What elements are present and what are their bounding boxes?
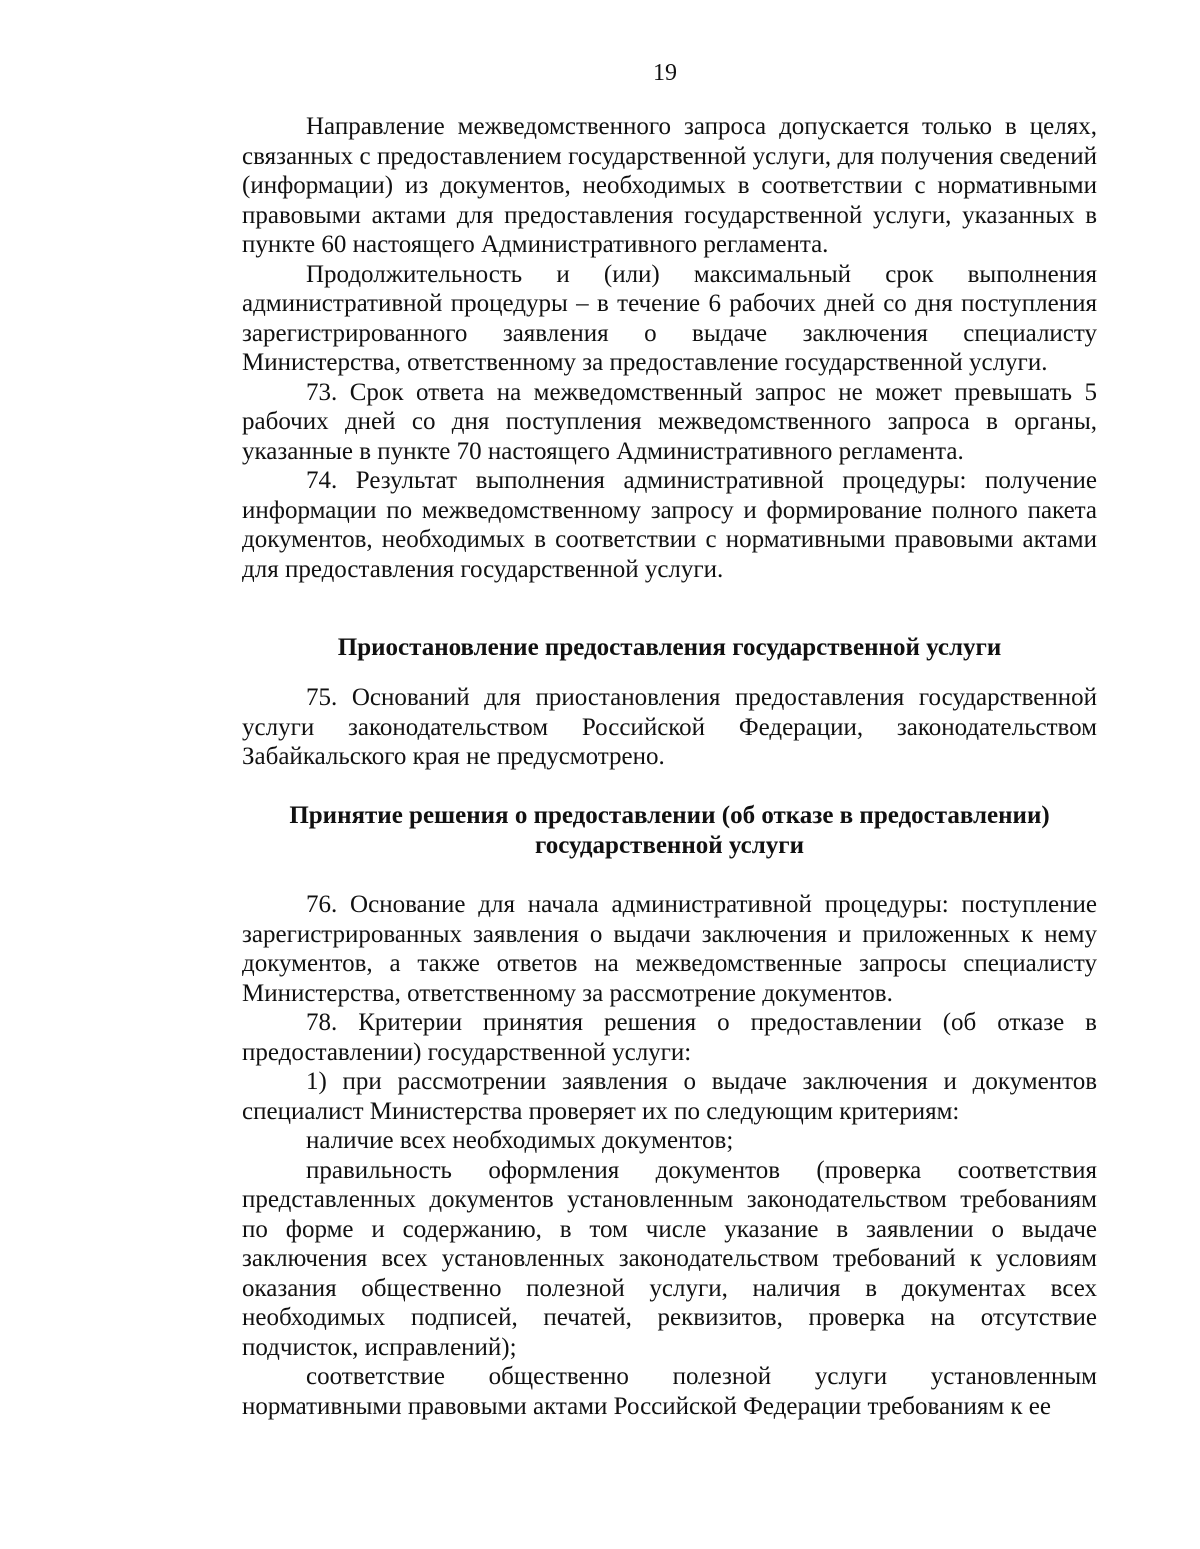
paragraph: наличие всех необходимых документов; [306,1127,734,1154]
paragraph: 74. Результат выполнения административной процедуры: получение информации по межведомственному запросу и формирование полного пакета документов, необходимых в соответствии с нормативными правовыми актами для предоставления государственной услуги. [242,467,1097,583]
heading-line: государственной услуги [534,832,805,859]
paragraph: 78. Критерии принятия решения о предоставлении (об отказе в предоставлении) государственной услуги: [242,1009,1097,1066]
text-block-1 [242,112,1097,584]
paragraph: 1) при рассмотрении заявления о выдаче заключения и документов специалист Министерства проверяет их по следующим критериям: [242,1068,1097,1125]
paragraph: правильность оформления документов (проверка соответствия представленных документов установленным законодательством требованиям по форме и содержанию, в том числе указание в заявлении о выдаче заключения всех установленных законодательством требований к условиям оказания общественно полезной услуги, наличия в документах всех необходимых подписей, печатей, реквизитов, проверка на отсутствие подчисток, исправлений); [242,1156,1097,1361]
text-block-3 [242,890,1097,1421]
page-number: 19 [653,60,677,86]
paragraph: 76. Основание для начала административной процедуры: поступление зарегистрированных заявления о выдачи заключения и приложенных к нему документов, а также ответов на межведомственные запросы специалисту Министерства, ответственному за рассмотрение документов. [242,891,1097,1007]
paragraph: Направление межведомственного запроса допускается только в целях, связанных с предоставлением государственной услуги, для получения сведений (информации) из документов, необходимых в соответствии с нормативными правовыми актами для предоставления государственной услуги, указанных в пункте 60 настоящего Административного регламента. [242,113,1097,258]
paragraph: 75. Оснований для приостановления предоставления государственной услуги законодательством Российской Федерации, законодательством Забайкальского края не предусмотрено. [242,684,1097,770]
heading-line: Принятие решения о предоставлении (об отказе в предоставлении) [289,802,1050,829]
text-block-2 [242,683,1097,772]
paragraph: Продолжительность и (или) максимальный срок выполнения административной процедуры – в течение 6 рабочих дней со дня поступления зарегистрированного заявления о выдаче заключения специалисту Министерства, ответственному за предоставление государственной услуги. [242,260,1097,376]
paragraph: 73. Срок ответа на межведомственный запрос не может превышать 5 рабочих дней со дня поступления межведомственного запроса в органы, указанные в пункте 70 настоящего Административного регламента. [242,378,1097,465]
heading-text: Приостановление предоставления государственной услуги [337,634,1002,661]
paragraph: соответствие общественно полезной услуги установленным нормативными правовыми актами Российской Федерации требованиям к ее [242,1363,1097,1420]
section-heading-suspension [242,633,1097,663]
section-heading-decision [242,801,1097,861]
